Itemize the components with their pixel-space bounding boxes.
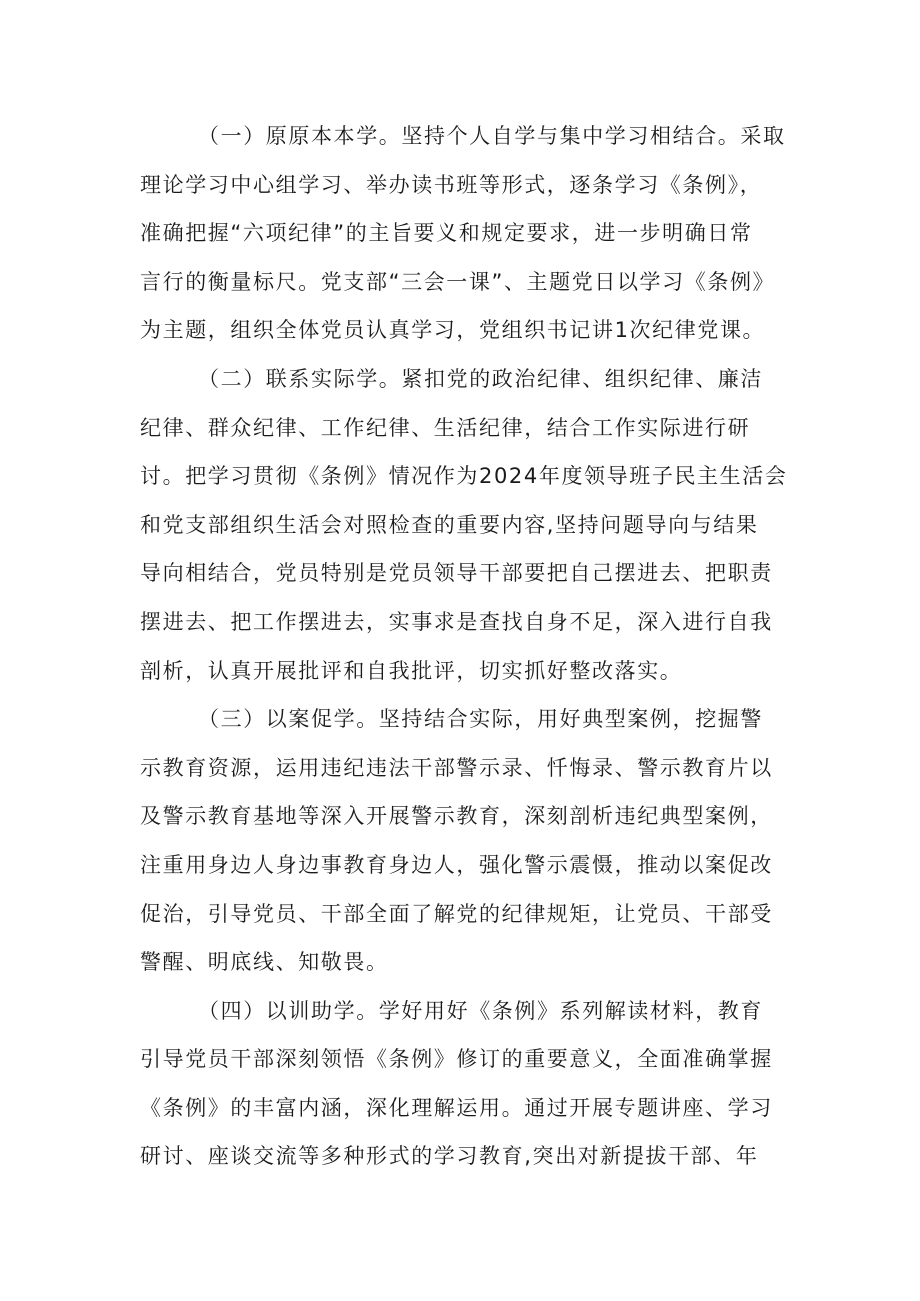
text-line: 引导党员干部深刻领悟《条例》修订的重要意义，全面准确掌握	[140, 1047, 773, 1072]
text-line: 导向相结合，党员特别是党员领导干部要把自己摆进去、把职责	[140, 561, 773, 586]
text-line: 和党支部组织生活会对照检查的重要内容,坚持问题导向与结果	[140, 512, 759, 537]
text-line: （一）原原本本学。坚持个人自学与集中学习相结合。采取	[198, 124, 786, 148]
text-line: 讨。把学习贯彻《条例》情况作为2024年度领导班子民主生活会	[140, 464, 788, 489]
text-line: 为主题，组织全体党员认真学习，党组织书记讲1次纪律党课。	[140, 318, 766, 343]
text-line: 剖析，认真开展批评和自我批评，切实抓好整改落实。	[140, 658, 683, 683]
text-line: （三）以案促学。坚持结合实际，用好典型案例，挖掘警	[198, 707, 763, 732]
text-line: 摆进去、把工作摆进去，实事求是查找自身不足，深入进行自我	[140, 609, 773, 634]
text-line: 研讨、座谈交流等多种形式的学习教育,突出对新提拔干部、年	[140, 1144, 759, 1169]
text-line: （四）以训助学。学好用好《条例》系列解读材料，教育	[198, 998, 763, 1023]
text-line: 准确把握“六项纪律”的主旨要义和规定要求，进一步明确日常	[140, 221, 753, 246]
document-body	[140, 112, 800, 1181]
paragraph-4	[140, 987, 800, 1181]
text-line: 示教育资源，运用违纪违法干部警示录、忏悔录、警示教育片以	[140, 755, 773, 780]
text-line: 注重用身边人身边事教育身边人，强化警示震慑，推动以案促改	[140, 852, 773, 877]
text-line: 警醒、明底线、知敬畏。	[140, 950, 389, 975]
paragraph-3	[140, 695, 800, 987]
paragraph-2	[140, 355, 800, 695]
paragraph-1	[140, 112, 800, 355]
text-line: 理论学习中心组学习、举办读书班等形式，逐条学习《条例》，	[140, 172, 763, 197]
text-line: 纪律、群众纪律、工作纪律、生活纪律，结合工作实际进行研	[140, 415, 751, 440]
text-line: 促治，引导党员、干部全面了解党的纪律规矩，让党员、干部受	[140, 901, 773, 926]
text-line: 及警示教育基地等深入开展警示教育，深刻剖析违纪典型案例，	[140, 804, 773, 829]
text-line: 《条例》的丰富内涵，深化理解运用。通过开展专题讲座、学习	[140, 1095, 773, 1120]
text-line: （二）联系实际学。紧扣党的政治纪律、组织纪律、廉洁	[198, 366, 763, 391]
text-line: 言行的衡量标尺。党支部“三会一课”、主题党日以学习《条例》	[140, 269, 776, 294]
